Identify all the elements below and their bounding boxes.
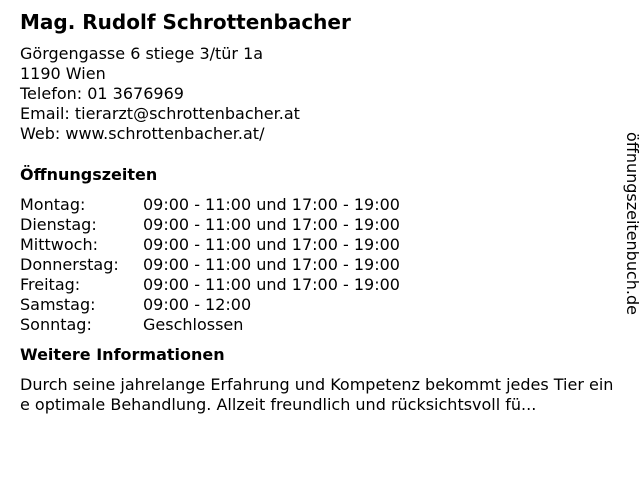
day-label: Donnerstag:	[20, 255, 119, 274]
hours-row-friday	[20, 275, 620, 295]
city: 1190 Wien	[20, 64, 106, 83]
phone: Telefon: 01 3676969	[20, 84, 184, 103]
website: Web: www.schrottenbacher.at/	[20, 124, 265, 143]
hours-value: 09:00 - 12:00	[143, 295, 252, 314]
business-card	[20, 10, 620, 415]
day-label: Montag:	[20, 195, 86, 214]
address-block	[20, 44, 620, 144]
opening-hours-table	[20, 195, 620, 335]
day-label: Dienstag:	[20, 215, 97, 234]
day-label: Samstag:	[20, 295, 96, 314]
hours-value: 09:00 - 11:00 und 17:00 - 19:00	[143, 255, 400, 274]
business-name: Mag. Rudolf Schrottenbacher	[20, 10, 351, 34]
hours-value: Geschlossen	[143, 315, 244, 334]
day-label: Freitag:	[20, 275, 81, 294]
more-info-text: Durch seine jahrelange Erfahrung und Kompetenz bekommt jedes Tier eine optimale Behandlung. Allzeit freundlich und rücksichtsvoll fü...	[20, 375, 614, 414]
hours-value: 09:00 - 11:00 und 17:00 - 19:00	[143, 195, 400, 214]
hours-row-monday	[20, 195, 620, 215]
day-label: Mittwoch:	[20, 235, 98, 254]
street-address: Görgengasse 6 stiege 3/tür 1a	[20, 44, 264, 63]
more-info-heading: Weitere Informationen	[20, 345, 225, 364]
email: Email: tierarzt@schrottenbacher.at	[20, 104, 300, 123]
hours-row-sunday	[20, 315, 620, 335]
hours-row-thursday	[20, 255, 620, 275]
opening-hours-heading: Öffnungszeiten	[20, 165, 158, 184]
hours-value: 09:00 - 11:00 und 17:00 - 19:00	[143, 215, 400, 234]
hours-row-wednesday	[20, 235, 620, 255]
hours-value: 09:00 - 11:00 und 17:00 - 19:00	[143, 235, 400, 254]
watermark-text: öffnungszeitenbuch.de	[623, 132, 642, 315]
hours-row-tuesday	[20, 215, 620, 235]
hours-value: 09:00 - 11:00 und 17:00 - 19:00	[143, 275, 400, 294]
hours-row-saturday	[20, 295, 620, 315]
day-label: Sonntag:	[20, 315, 92, 334]
